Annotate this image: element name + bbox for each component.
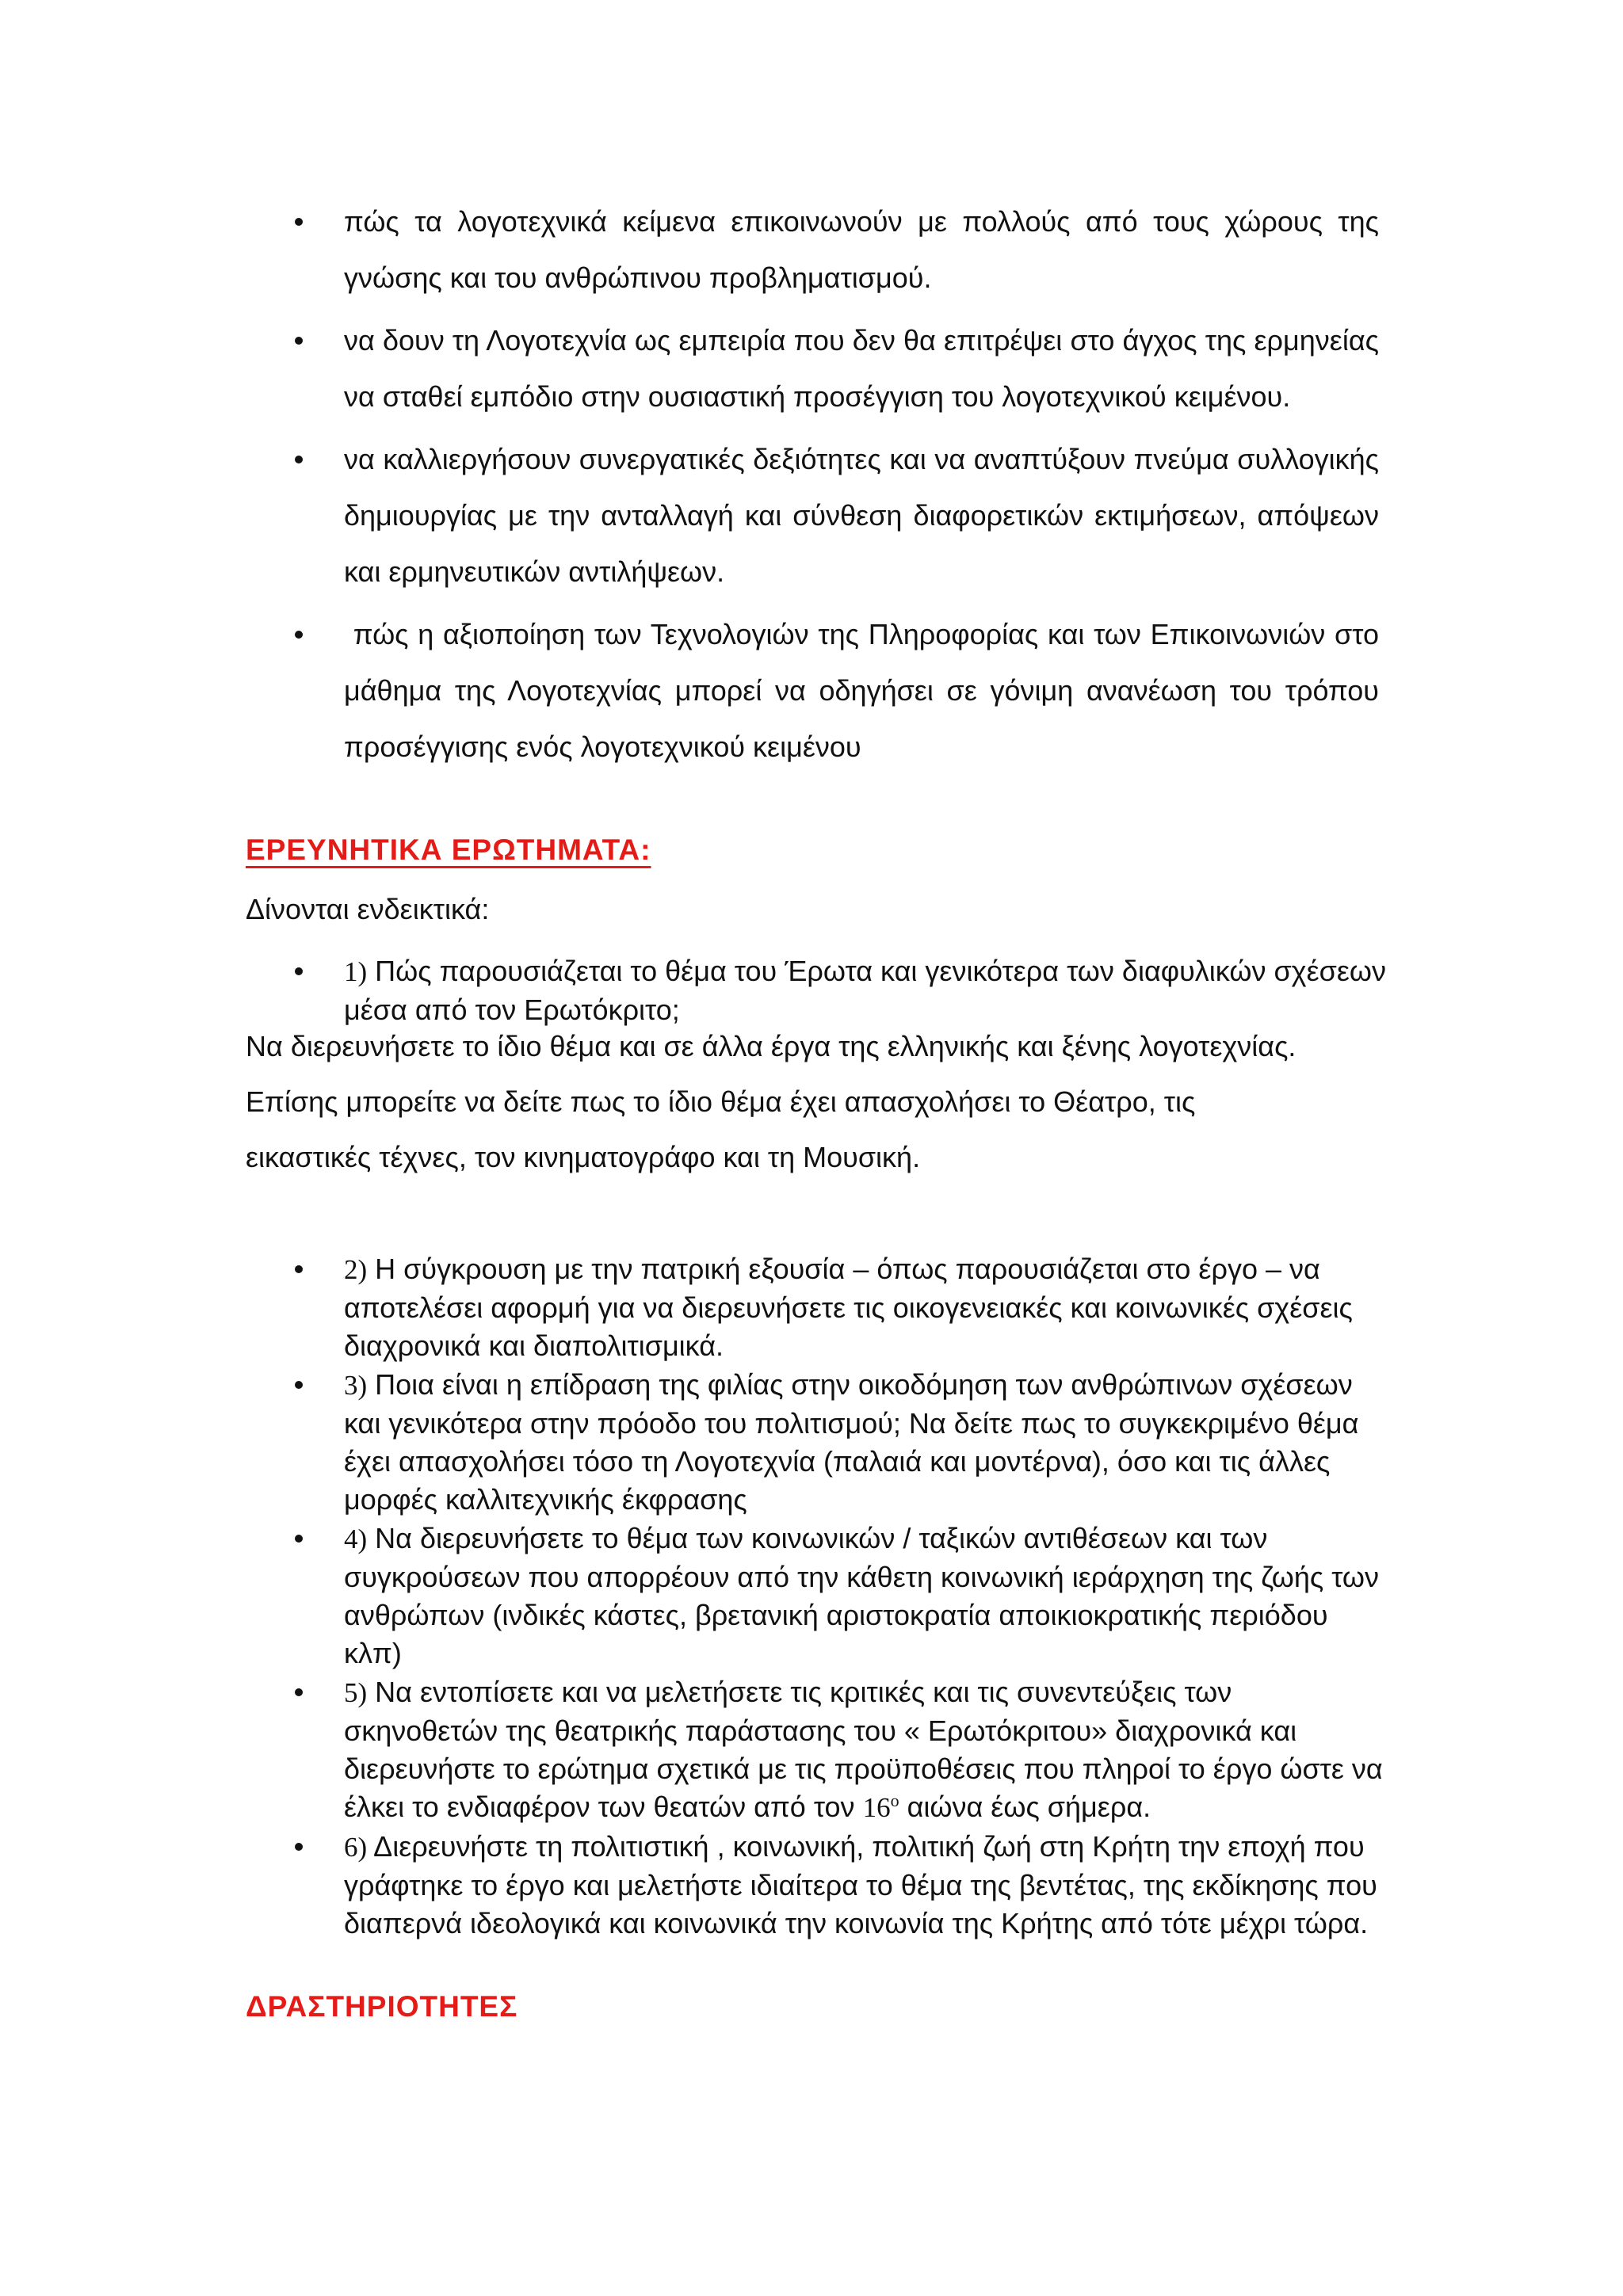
bullet-icon xyxy=(295,1265,303,1273)
questions-list xyxy=(246,1250,1387,1943)
list-item: 6) Διερευνήστε τη πολιτιστική , κοινωνική, πολιτική ζωή στη Κρήτη την εποχή που γράφτηκε το έργο και μελετήστε ιδιαίτερα το θέμα της βεντέτας, της εκδίκησης που διαπερνά ιδεολογικά και κοινωνικά την κοινωνία της Κρήτης από τότε μέχρι τώρα. xyxy=(246,1828,1387,1943)
intro-text: Δίνονται ενδεικτικά: xyxy=(246,893,490,925)
bullet-icon xyxy=(295,337,303,345)
list-item: 4) Να διερευνήσετε το θέμα των κοινωνικών / ταξικών αντιθέσεων και των συγκρούσεων που απορρέουν από την κάθετη κοινωνική ιεράρχηση της ζωής των ανθρώπων (ινδικές κάστες, βρετανική αριστοκρατία αποικιοκρατικής περιόδου κλπ) xyxy=(246,1520,1387,1672)
bullet-icon xyxy=(295,631,303,639)
follow-up-line-2: Επίσης μπορείτε να δείτε πως το ίδιο θέμα έχει απασχολήσει το Θέατρο, τις xyxy=(246,1085,1196,1118)
bullet-icon xyxy=(295,1535,303,1543)
follow-up-line-3: εικαστικές τέχνες, τον κινηματογράφο και τη Μουσική. xyxy=(246,1141,921,1173)
bullet-icon xyxy=(295,1381,303,1389)
list-item: 3) Ποια είναι η επίδραση της φιλίας στην οικοδόμηση των ανθρώπινων σχέσεων και γενικότερα στην πρόοδο του πολιτισμού; Να δείτε πως το συγκεκριμένο θέμα έχει απασχολήσει τόσο τη Λογοτεχνία (παλαιά και μοντέρνα), όσο και τις άλλες μορφές καλλιτεχνικής έκφρασης xyxy=(246,1366,1387,1519)
list-item: 2) Η σύγκρουση με την πατρική εξουσία – όπως παρουσιάζεται στο έργο – να αποτελέσει αφορμή για να διερευνήσετε τις οικογενειακές και κοινωνικές σχέσεις διαχρονικά και διαπολιτισμικά. xyxy=(246,1250,1387,1365)
list-item: πώς τα λογοτεχνικά κείμενα επικοινωνούν με πολλούς από τους χώρους της γνώσης και του ανθρώπινου προβληματισμού. xyxy=(246,193,1379,306)
list-item: να δουν τη Λογοτεχνία ως εμπειρία που δεν θα επιτρέψει στο άγχος της ερμηνείας να σταθεί εμπόδιο στην ουσιαστική προσέγγιση του λογοτεχνικού κειμένου. xyxy=(246,312,1379,425)
bullet-icon xyxy=(295,1843,303,1851)
bullet-icon xyxy=(295,967,303,975)
bullet-icon xyxy=(295,218,303,226)
list-item: 1) Πώς παρουσιάζεται το θέμα του Έρωτα και γενικότερα των διαφυλικών σχέσεων μέσα από τον Ερωτόκριτο; xyxy=(246,952,1387,1029)
bullet-icon xyxy=(295,1688,303,1696)
list-item: πώς η αξιοποίηση των Τεχνολογιών της Πληροφορίας και των Επικοινωνιών στο μάθημα της Λογοτεχνίας μπορεί να οδηγήσει σε γόνιμη ανανέωση του τρόπου προσέγγισης ενός λογοτεχνικού κειμένου xyxy=(246,606,1379,775)
goals-list xyxy=(246,193,1388,781)
question-1-list xyxy=(246,952,1387,1030)
follow-up-line-1: Να διερευνήσετε το ίδιο θέμα και σε άλλα έργα της ελληνικής και ξένης λογοτεχνίας. xyxy=(246,1030,1296,1062)
research-questions-heading: ΕΡΕΥΝΗΤΙΚΑ ΕΡΩΤΗΜΑΤΑ: xyxy=(246,833,651,866)
bullet-icon xyxy=(295,456,303,463)
activities-heading: ΔΡΑΣΤΗΡΙΟΤΗΤΕΣ xyxy=(246,1990,518,2023)
list-item: να καλλιεργήσουν συνεργατικές δεξιότητες και να αναπτύξουν πνεύμα συλλογικής δημιουργίας με την ανταλλαγή και σύνθεση διαφορετικών εκτιμήσεων, απόψεων και ερμηνευτικών αντιλήψεων. xyxy=(246,431,1379,600)
list-item: 5) Να εντοπίσετε και να μελετήσετε τις κριτικές και τις συνεντεύξεις των σκηνοθετών της θεατρικής παράστασης του « Ερωτόκριτου» διαχρονικά και διερευνήστε το ερώτημα σχετικά με τις προϋποθέσεις που πληροί το έργο ώστε να έλκει το ενδιαφέρον των θεατών από τον $16^o$ αιώνα έως σήμερα. xyxy=(246,1673,1387,1827)
